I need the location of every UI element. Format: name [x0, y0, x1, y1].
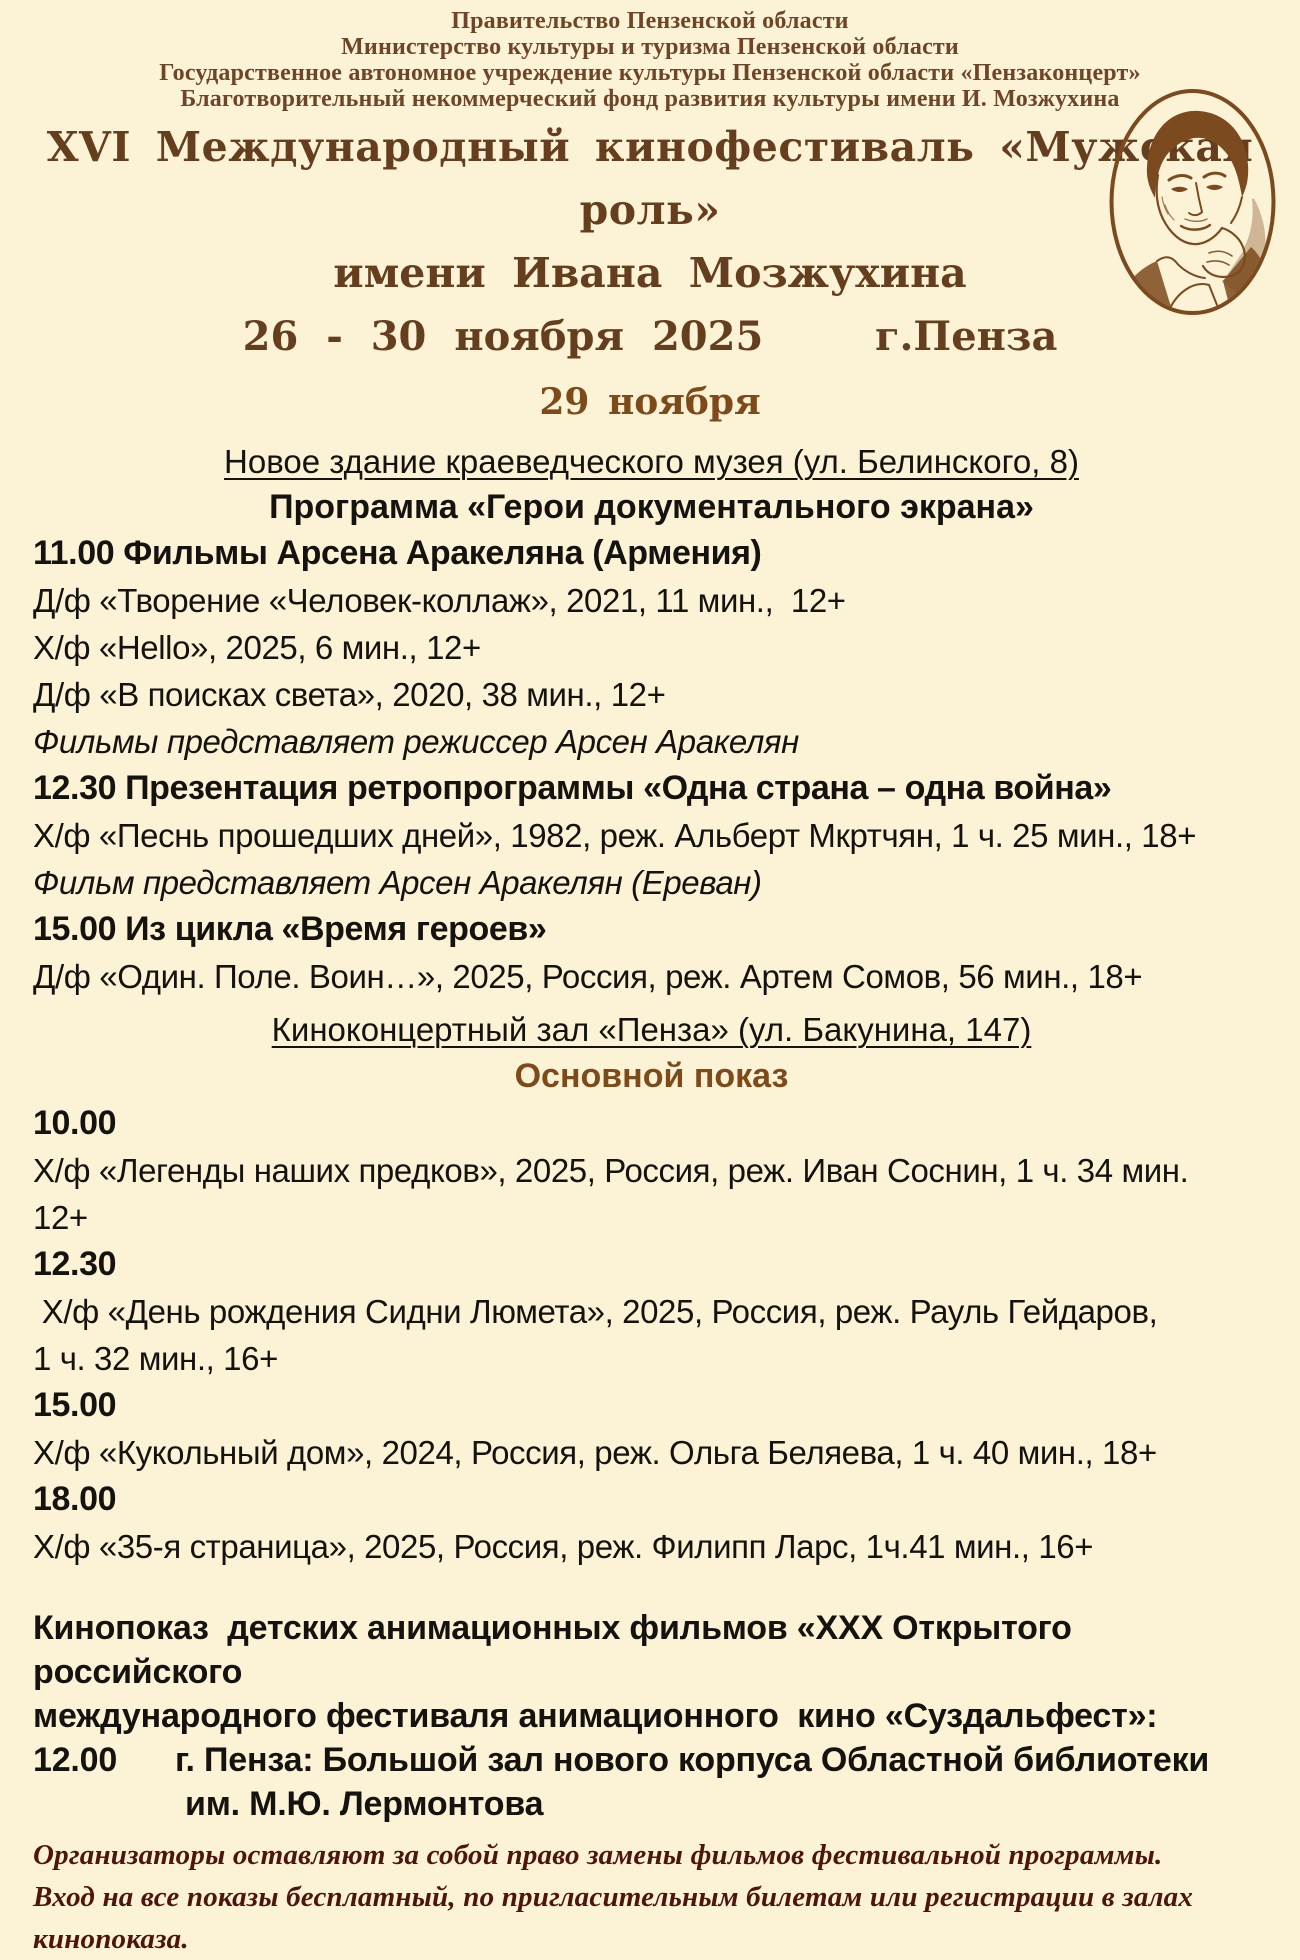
- program-item: Х/ф «День рождения Сидни Люмета», 2025, Россия, реж. Рауль Гейдаров,: [33, 1293, 1158, 1330]
- date-heading: 29 ноября: [539, 381, 761, 423]
- program-item: Х/ф «Песнь прошедших дней», 1982, реж. Альберт Мкртчян, 1 ч. 25 мин., 18+: [33, 817, 1197, 854]
- program-item: Х/ф «Легенды наших предков», 2025, Россия, реж. Иван Соснин, 1 ч. 34 мин.: [33, 1152, 1189, 1189]
- program-body: [0, 440, 1300, 1960]
- screening-time: 12.00: [33, 1741, 118, 1779]
- program-item: 10.00: [33, 1104, 117, 1142]
- program-item: 15.00: [33, 1386, 117, 1424]
- animation-screening-block: [33, 1606, 1270, 1826]
- program-item: Д/ф «Творение «Человек-коллаж», 2021, 11 мин., 12+: [33, 582, 846, 619]
- footer-notes: [33, 1834, 1270, 1960]
- venue-location: Киноконцертный зал «Пенза» (ул. Бакунина, 147): [271, 1011, 1032, 1048]
- program-item: Д/ф «В поисках света», 2020, 38 мин., 12+: [33, 676, 666, 713]
- animation-venue: [175, 1738, 1209, 1826]
- festival-title: XVI Международный кинофестиваль «Мужская роль»: [46, 123, 1279, 234]
- venue-museum-section: [33, 440, 1270, 1000]
- venue-location: Новое здание краеведческого музея (ул. Белинского, 8): [224, 443, 1079, 480]
- animation-line: Кинопоказ детских анимационных фильмов «XXX Открытого российского: [33, 1609, 1082, 1691]
- animation-line: международного фестиваля анимационного кино «Суздальфест»:: [33, 1697, 1158, 1735]
- program-item: Фильмы представляет режиссер Арсен Аракелян: [33, 723, 799, 760]
- program-item: Х/ф «Кукольный дом», 2024, Россия, реж. Ольга Беляева, 1 ч. 40 мин., 18+: [33, 1434, 1157, 1471]
- program-title: Программа «Герои документального экрана»: [269, 488, 1034, 526]
- program-item: 12.30: [33, 1245, 117, 1283]
- program-item: Фильм представляет Арсен Аракелян (Ереван): [33, 864, 762, 901]
- program-item: 18.00: [33, 1480, 117, 1518]
- venue-concert-hall-section: [33, 1008, 1270, 1570]
- program-item: Х/ф «35-я страница», 2025, Россия, реж. Филипп Ларс, 1ч.41 мин., 16+: [33, 1528, 1094, 1565]
- program-title: Основной показ: [514, 1057, 789, 1095]
- org-line: Государственное автономное учреждение культуры Пензенской области «Пензаконцерт»: [159, 60, 1141, 86]
- org-line: Правительство Пензенской области: [451, 8, 849, 34]
- animation-time-row: [33, 1738, 1270, 1826]
- program-item: 11.00 Фильмы Арсена Аракеляна (Армения): [33, 534, 762, 572]
- program-item: Х/ф «Hello», 2025, 6 мин., 12+: [33, 629, 481, 666]
- animation-venue-line: г. Пенза: Большой зал нового корпуса Областной библиотеки: [175, 1741, 1210, 1779]
- program-item: 1 ч. 32 мин., 16+: [33, 1340, 278, 1377]
- mozzhukhin-portrait-image: [1105, 85, 1280, 320]
- program-item: 12.30 Презентация ретропрограммы «Одна страна – одна война»: [33, 769, 1112, 807]
- festival-dates: 26 - 30 ноября 2025 г.Пенза: [242, 313, 1058, 360]
- program-item: Д/ф «Один. Поле. Воин…», 2025, Россия, реж. Артем Сомов, 56 мин., 18+: [33, 958, 1143, 995]
- org-line: Министерство культуры и туризма Пензенской области: [341, 34, 959, 60]
- org-line: Благотворительный некоммерческий фонд развития культуры имени И. Мозжухина: [180, 86, 1120, 112]
- program-item: 12+: [33, 1199, 88, 1236]
- animation-venue-line: им. М.Ю. Лермонтова: [185, 1785, 544, 1823]
- footer-note: Вход на все показы бесплатный, по пригласительным билетам или регистрации в залах кинопоказа.: [33, 1881, 1201, 1955]
- footer-note: Организаторы оставляют за собой право замены фильмов фестивальной программы.: [33, 1839, 1163, 1871]
- program-item: 15.00 Из цикла «Время героев»: [33, 910, 547, 948]
- festival-title-name: имени Ивана Мозжухина: [333, 249, 967, 297]
